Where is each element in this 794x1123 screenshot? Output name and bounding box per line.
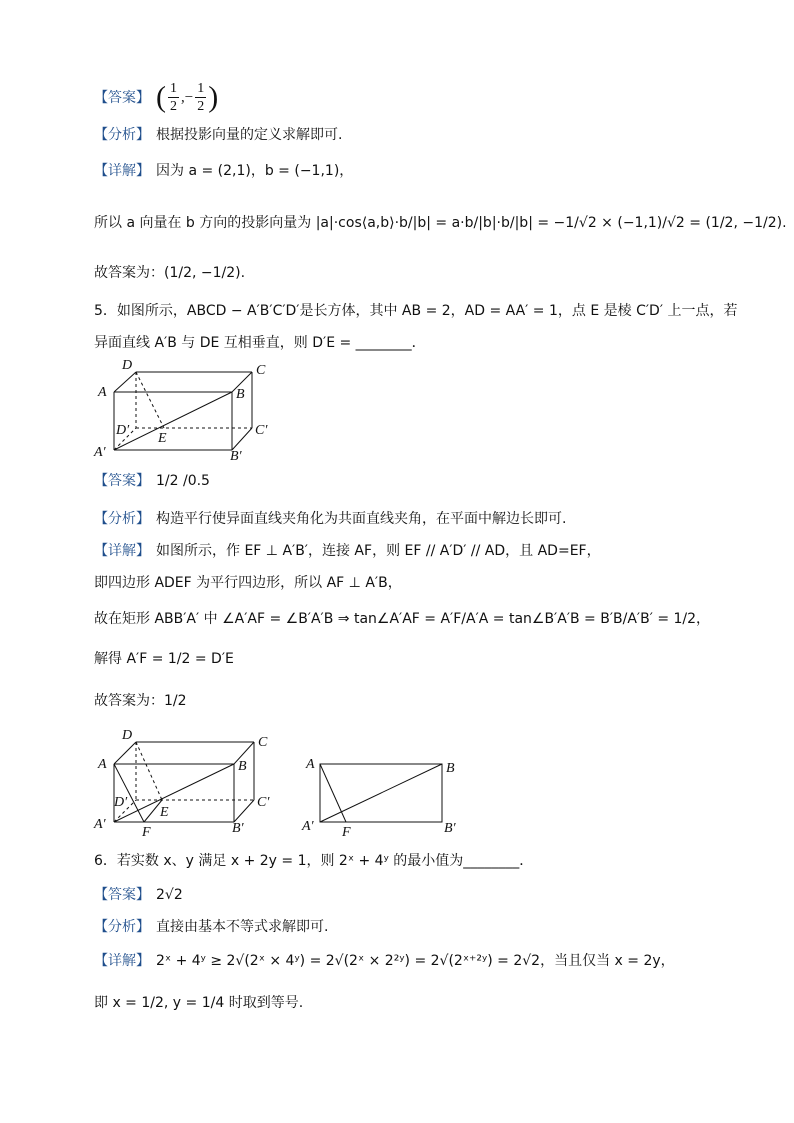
q5-stem-line-2 — [94, 332, 426, 354]
answer-label: 【答案】 — [94, 89, 150, 106]
answer-label: 【答案】 — [94, 887, 150, 903]
fig2-label-Bp: B′ — [232, 821, 244, 836]
q4-conclusion-line — [94, 262, 245, 284]
q5-cuboid-figure — [90, 356, 280, 466]
fig2-label-Dp: D′ — [114, 795, 128, 810]
fig2-label-A: A — [98, 757, 107, 772]
q6-stem: 6．若实数 x、y 满足 x + 2y = 1，则 2ˣ + 4ʸ 的最小值为________． — [94, 853, 534, 869]
q5-detail-3: 故在矩形 ABB′A′ 中 ∠A′AF = ∠B′A′B ⇒ tan∠A′AF = A′F/A′A = tan∠B′A′B = B′B/A′B′ = 1/2， — [94, 611, 711, 627]
fig2-label-E: E — [160, 805, 169, 820]
fig3-label-Ap: A′ — [302, 819, 314, 834]
q6-analysis-line — [94, 916, 328, 938]
q5-cuboid-figure-2 — [90, 724, 290, 840]
q5-stem-2: 异面直线 A′B 与 DE 互相垂直，则 D′E = ________． — [94, 335, 426, 351]
fig2-label-B: B — [238, 759, 247, 774]
fig1-label-E: E — [158, 431, 167, 446]
q4-analysis-line — [94, 124, 342, 146]
q5-rectangle-figure — [300, 752, 470, 838]
q4-analysis-text: 根据投影向量的定义求解即可. — [156, 127, 343, 143]
analysis-label: 【分析】 — [94, 127, 150, 143]
fig1-label-D: D — [122, 358, 133, 373]
fig1-label-B: B — [236, 387, 245, 402]
q5-conclusion-text: 故答案为：1/2 — [94, 693, 187, 709]
q6-equality-line — [94, 992, 303, 1014]
detail-label: 【详解】 — [94, 543, 150, 559]
q5-analysis-line — [94, 508, 566, 530]
fig1-label-A: A — [98, 385, 107, 400]
q6-detail-text: 2ˣ + 4ʸ ≥ 2√(2ˣ × 4ʸ) = 2√(2ˣ × 2²ʸ) = 2√(2ˣ⁺²ʸ) = 2√2，当且仅当 x = 2y， — [156, 953, 675, 969]
q6-stem-line — [94, 850, 533, 872]
q5-answer-line — [94, 470, 210, 492]
fig2-label-Cp: C′ — [257, 795, 270, 810]
q4-detail-text: 因为 a = (2,1)，b = (−1,1)， — [156, 163, 354, 179]
q5-detail-line-3 — [94, 608, 710, 630]
q5-detail-2: 即四边形 ADEF 为平行四边形，所以 AF ⊥ A′B， — [94, 575, 402, 591]
fig3-label-B: B — [446, 761, 455, 776]
answer-label: 【答案】 — [94, 473, 150, 489]
fig1-label-C: C — [256, 363, 266, 378]
detail-label: 【详解】 — [94, 953, 150, 969]
fig2-label-F: F — [142, 825, 151, 840]
fig2-label-Ap: A′ — [94, 817, 106, 832]
q6-answer-line — [94, 884, 183, 906]
fig1-label-Bp: B′ — [230, 449, 242, 464]
q4-projection-line — [94, 212, 787, 234]
q5-answer-text: 1/2 /0.5 — [156, 473, 210, 489]
q5-analysis-text: 构造平行使异面直线夹角化为共面直线夹角，在平面中解边长即可. — [156, 511, 567, 527]
fig2-label-D: D — [122, 728, 133, 743]
q4-projection-text: 所以 a 向量在 b 方向的投影向量为 |a|·cos⟨a,b⟩·b/|b| = a·b/|b|·b/|b| = −1/√2 × (−1,1)/√2 = (1/2, −1/2). — [94, 215, 787, 231]
fig1-label-Dp: D′ — [116, 423, 130, 438]
q4-conclusion-text: 故答案为：(1/2, −1/2). — [94, 265, 246, 281]
fig1-label-Cp: C′ — [255, 423, 268, 438]
q5-detail-line-2 — [94, 572, 402, 594]
q5-detail-line-1 — [94, 540, 601, 562]
detail-label: 【详解】 — [94, 163, 150, 179]
q4-detail-line — [94, 160, 353, 182]
q5-stem-line-1 — [94, 300, 737, 322]
fig1-label-Ap: A′ — [94, 445, 106, 460]
q6-detail-line — [94, 950, 675, 972]
q5-detail-line-4 — [94, 648, 234, 670]
q6-equality-text: 即 x = 1/2, y = 1/4 时取到等号. — [94, 995, 304, 1011]
q4-answer-line: 【答案】 ( $\frac{1}{2}$ ,− $\frac{1}{2}$ ) — [94, 80, 219, 114]
analysis-label: 【分析】 — [94, 511, 150, 527]
q6-analysis-text: 直接由基本不等式求解即可. — [156, 919, 329, 935]
fig3-label-F: F — [342, 825, 351, 838]
analysis-label: 【分析】 — [94, 919, 150, 935]
fig3-label-A: A — [306, 757, 315, 772]
fig3-label-Bp: B′ — [444, 821, 456, 836]
q5-stem-1: 5．如图所示，ABCD − A′B′C′D′是长方体，其中 AB = 2，AD = AA′ = 1，点 E 是棱 C′D′ 上一点，若 — [94, 303, 738, 319]
q5-conclusion-line — [94, 690, 187, 712]
fig2-label-C: C — [258, 735, 268, 750]
q5-detail-1: 如图所示，作 EF ⊥ A′B′，连接 AF，则 EF // A′D′ // AD，且 AD=EF， — [156, 543, 601, 559]
q5-detail-4: 解得 A′F = 1/2 = D′E — [94, 651, 234, 667]
q6-answer-text: 2√2 — [156, 887, 183, 903]
